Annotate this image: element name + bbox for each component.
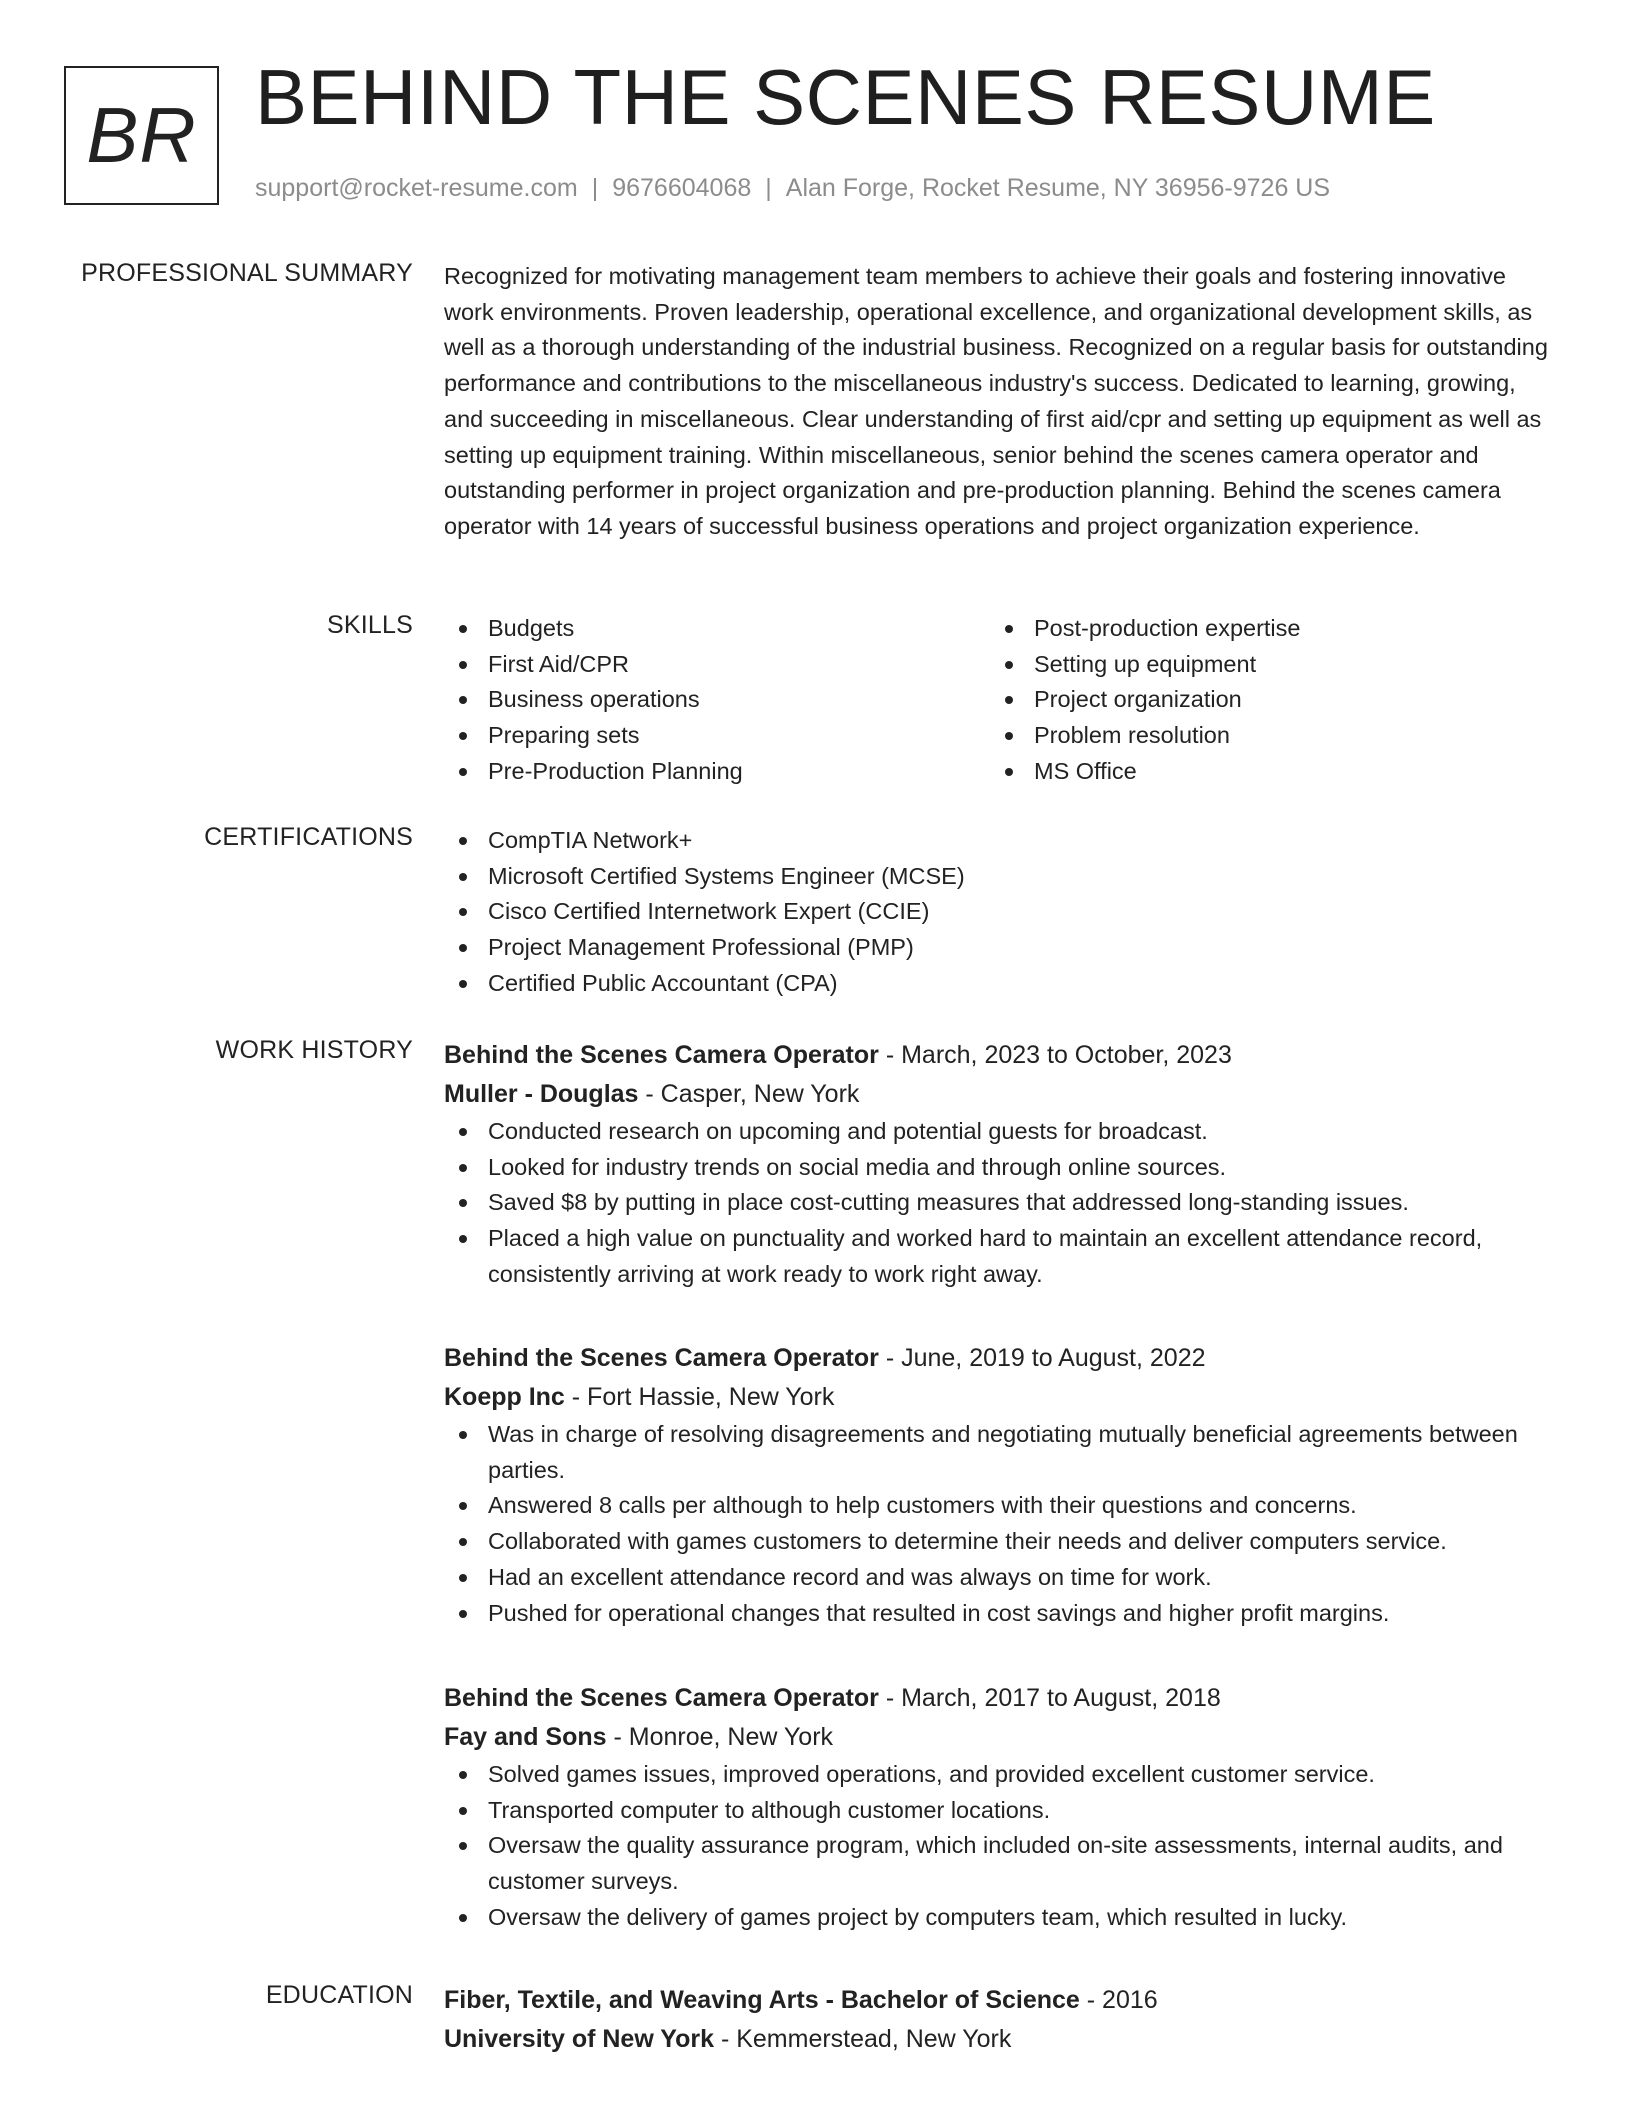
section-title-certifications: CERTIFICATIONS [204, 823, 413, 851]
job-title-line [444, 1036, 1554, 1075]
job-location: - Casper, New York [638, 1080, 860, 1108]
certification-item: Certified Public Accountant (CPA) [444, 966, 1554, 1002]
skill-item: Project organization [990, 682, 1536, 718]
skill-item: Problem resolution [990, 718, 1536, 754]
job-entry [444, 1679, 1554, 1936]
job-duty: Oversaw the delivery of games project by computers team, which resulted in lucky. [444, 1900, 1554, 1936]
skill-item: Business operations [444, 682, 990, 718]
job-title-line [444, 1679, 1554, 1718]
skill-item: Setting up equipment [990, 647, 1536, 683]
certification-item: CompTIA Network+ [444, 823, 1554, 859]
section-title-summary: PROFESSIONAL SUMMARY [81, 259, 413, 287]
job-company-line [444, 1378, 1554, 1417]
job-duty: Oversaw the quality assurance program, which included on-site assessments, internal audits, and customer surveys. [444, 1828, 1554, 1899]
job-dates: - March, 2023 to October, 2023 [878, 1041, 1232, 1069]
section-title-skills: SKILLS [327, 611, 413, 639]
job-duty: Solved games issues, improved operations, and provided excellent customer service. [444, 1757, 1554, 1793]
monogram-logo: BR [64, 66, 219, 205]
job-duty: Placed a high value on punctuality and worked hard to maintain an excellent attendance record, consistently arriving at work ready to work right away. [444, 1221, 1554, 1292]
skill-item: MS Office [990, 754, 1536, 790]
skill-item: Preparing sets [444, 718, 990, 754]
job-entry [444, 1036, 1554, 1293]
education-degree: Fiber, Textile, and Weaving Arts - Bachelor of Science [444, 1986, 1080, 2014]
certification-item: Microsoft Certified Systems Engineer (MCSE) [444, 859, 1554, 895]
section-title-work-history: WORK HISTORY [215, 1036, 413, 1064]
job-duty: Transported computer to although customer locations. [444, 1793, 1554, 1829]
certifications-list [444, 823, 1554, 1002]
job-duty: Conducted research on upcoming and potential guests for broadcast. [444, 1114, 1554, 1150]
skill-item: Post-production expertise [990, 611, 1536, 647]
job-company: Muller - Douglas [444, 1080, 639, 1108]
job-duties-list [444, 1417, 1554, 1631]
job-company-line [444, 1075, 1554, 1114]
skills-list-right [990, 611, 1536, 790]
job-duty: Answered 8 calls per although to help customers with their questions and concerns. [444, 1488, 1554, 1524]
job-role: Behind the Scenes Camera Operator [444, 1041, 879, 1069]
job-duty: Looked for industry trends on social media and through online sources. [444, 1150, 1554, 1186]
contact-line [255, 174, 1330, 203]
skill-item: Budgets [444, 611, 990, 647]
job-company: Koepp Inc [444, 1383, 565, 1411]
education-entry [444, 1981, 1554, 2059]
certification-item: Project Management Professional (PMP) [444, 930, 1554, 966]
job-duty: Collaborated with games customers to determine their needs and deliver computers service. [444, 1524, 1554, 1560]
contact-separator: | [591, 174, 599, 202]
job-role: Behind the Scenes Camera Operator [444, 1344, 879, 1372]
education-degree-line [444, 1981, 1554, 2020]
job-company-line [444, 1718, 1554, 1757]
education-location: - Kemmerstead, New York [714, 2025, 1012, 2053]
resume-title: BEHIND THE SCENES RESUME [255, 53, 1436, 141]
skill-item: First Aid/CPR [444, 647, 990, 683]
summary-text: Recognized for motivating management team members to achieve their goals and fostering innovative work environments. Proven leadership, operational excellence, and organizational development skills, as well as a thorough understanding of the industrial business. Recognized on a regular basis for outstanding performance and contributions to the miscellaneous industry's success. Dedicated to learning, growing, and succeeding in miscellaneous. Clear understanding of first aid/cpr and setting up equipment as well as setting up equipment training. Within miscellaneous, senior behind the scenes camera operator and outstanding performer in project organization and pre-production planning. Behind the scenes camera operator with 14 years of successful business operations and project organization experience. [444, 263, 1548, 539]
job-duties-list [444, 1114, 1554, 1293]
job-company: Fay and Sons [444, 1723, 607, 1751]
job-dates: - March, 2017 to August, 2018 [878, 1684, 1221, 1712]
contact-phone: 9676604068 [612, 174, 752, 202]
section-title-education: EDUCATION [265, 1981, 413, 2009]
education-school: University of New York [444, 2025, 714, 2053]
contact-separator: | [765, 174, 772, 202]
job-duty: Pushed for operational changes that resulted in cost savings and higher profit margins. [444, 1596, 1554, 1632]
job-entry [444, 1339, 1554, 1631]
job-role: Behind the Scenes Camera Operator [444, 1684, 879, 1712]
job-title-line [444, 1339, 1554, 1378]
contact-address: Alan Forge, Rocket Resume, NY 36956-9726 US [785, 174, 1331, 202]
education-year: - 2016 [1079, 1986, 1158, 2014]
skill-item: Pre-Production Planning [444, 754, 990, 790]
contact-email: support@rocket-resume.com [255, 174, 578, 202]
education-school-line [444, 2020, 1554, 2059]
job-duty: Had an excellent attendance record and was always on time for work. [444, 1560, 1554, 1596]
job-location: - Fort Hassie, New York [564, 1383, 835, 1411]
job-duty: Saved $8 by putting in place cost-cutting measures that addressed long-standing issues. [444, 1185, 1554, 1221]
certification-item: Cisco Certified Internetwork Expert (CCIE) [444, 894, 1554, 930]
job-dates: - June, 2019 to August, 2022 [878, 1344, 1206, 1372]
job-location: - Monroe, New York [606, 1723, 834, 1751]
job-duty: Was in charge of resolving disagreements and negotiating mutually beneficial agreements between parties. [444, 1417, 1554, 1488]
job-duties-list [444, 1757, 1554, 1936]
skills-list-left [444, 611, 990, 790]
